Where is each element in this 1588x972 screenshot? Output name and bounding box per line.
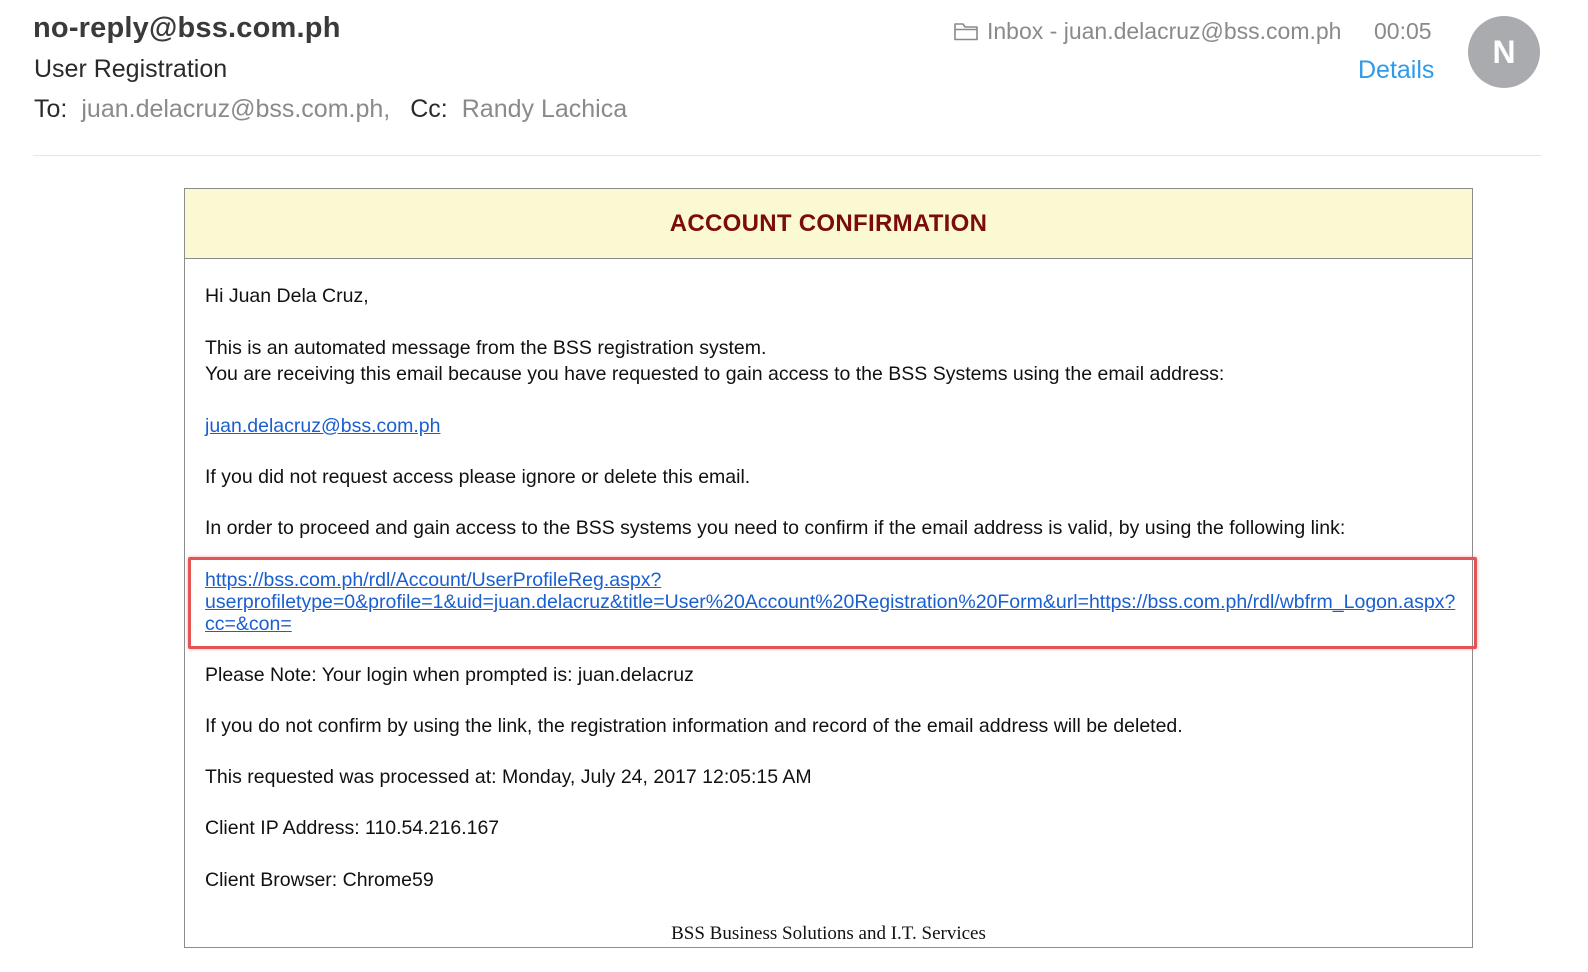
login-note: Please Note: Your login when prompted is: juan.delacruz bbox=[205, 664, 694, 686]
sender-avatar: N bbox=[1468, 16, 1540, 88]
folder-icon bbox=[954, 22, 978, 41]
email-address-link[interactable]: juan.delacruz@bss.com.ph bbox=[205, 415, 441, 437]
email-address-line bbox=[205, 415, 441, 438]
ignore-note: If you did not request access please ignore or delete this email. bbox=[205, 466, 751, 488]
intro-line-1: This is an automated message from the BSS registration system. bbox=[205, 337, 767, 359]
confirmation-link-line-3[interactable]: cc=&con= bbox=[205, 613, 292, 635]
recipients-line bbox=[34, 95, 627, 124]
to-label: To: bbox=[34, 95, 68, 123]
email-subject: User Registration bbox=[34, 55, 228, 83]
confirmation-link-line-1[interactable]: https://bss.com.ph/rdl/Account/UserProfileReg.aspx? bbox=[205, 569, 662, 591]
mailbox-label: Inbox - juan.delacruz@bss.com.ph bbox=[987, 18, 1342, 44]
client-ip: Client IP Address: 110.54.216.167 bbox=[205, 817, 500, 839]
confirmation-banner bbox=[185, 189, 1472, 259]
email-footer: BSS Business Solutions and I.T. Services bbox=[671, 923, 986, 944]
header-divider bbox=[33, 155, 1541, 156]
cc-recipient[interactable]: Randy Lachica bbox=[461, 95, 628, 123]
to-recipient[interactable]: juan.delacruz@bss.com.ph, bbox=[81, 95, 391, 123]
details-link[interactable]: Details bbox=[1358, 56, 1435, 84]
intro-line-2: You are receiving this email because you have requested to gain access to the BSS Systems using the email address: bbox=[205, 363, 1225, 385]
cc-label: Cc: bbox=[410, 95, 448, 123]
mailbox-location bbox=[954, 18, 1341, 45]
greeting: Hi Juan Dela Cruz, bbox=[205, 285, 369, 307]
processed-at: This requested was processed at: Monday, July 24, 2017 12:05:15 AM bbox=[205, 766, 812, 788]
delete-warning: If you do not confirm by using the link, the registration information and record of the email address will be deleted. bbox=[205, 715, 1183, 737]
confirmation-link-line-2[interactable]: userprofiletype=0&profile=1&uid=juan.delacruz&title=User%20Account%20Registration%20Form&url=https://bss.com.ph/rdl/wbfrm_Logon.aspx? bbox=[205, 591, 1456, 613]
banner-title: ACCOUNT CONFIRMATION bbox=[669, 209, 988, 237]
received-time: 00:05 bbox=[1374, 18, 1432, 44]
link-highlight-box bbox=[188, 557, 1477, 649]
client-browser: Client Browser: Chrome59 bbox=[205, 869, 434, 891]
sender-address: no-reply@bss.com.ph bbox=[33, 12, 341, 44]
proceed-note: In order to proceed and gain access to the BSS systems you need to confirm if the email address is valid, by using the following link: bbox=[205, 517, 1346, 539]
